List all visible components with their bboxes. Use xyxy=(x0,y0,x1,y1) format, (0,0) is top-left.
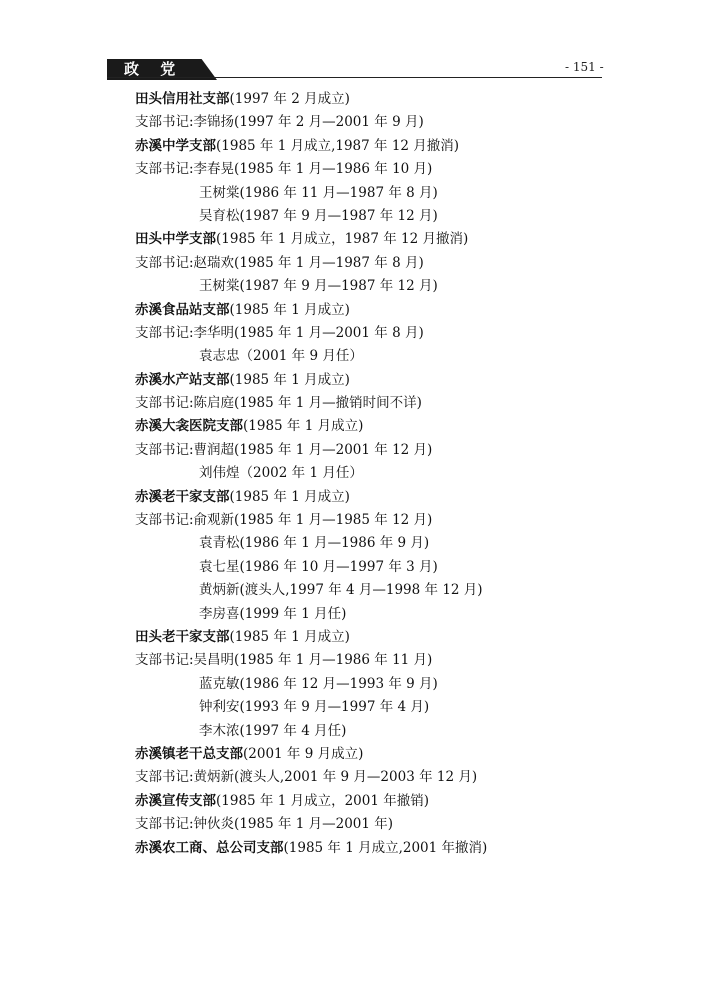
branch-note: (1985 年 1 月成立) xyxy=(229,371,350,388)
branch-note: (2001 年 9 月成立) xyxy=(243,745,364,762)
branch-note: (1997 年 2 月成立) xyxy=(229,91,350,107)
branch-name: 田头中学支部 xyxy=(135,231,216,248)
branch-name: 赤溪大衾医院支部 xyxy=(135,418,243,435)
secretary-line: 支部书记:李春晃(1985 年 1 月—1986 年 10 月) xyxy=(135,161,433,178)
branch-note: (1985 年 1 月成立) xyxy=(243,418,364,435)
branch-heading xyxy=(135,790,605,813)
secretary-line: 吴育松(1987 年 9 月—1987 年 12 月) xyxy=(199,207,438,224)
branch-note: (1985 年 1 月成立，2001 年撤销) xyxy=(216,792,430,809)
secretary-line: 支部书记:赵瑞欢(1985 年 1 月—1987 年 8 月) xyxy=(135,254,424,271)
branch-heading xyxy=(135,88,605,111)
branch-heading xyxy=(135,743,605,766)
secretary-line: 袁七星(1986 年 10 月—1997 年 3 月) xyxy=(199,558,438,575)
branch-name: 赤溪食品站支部 xyxy=(135,301,230,318)
secretary-line: 支部书记:曹润超(1985 年 1 月—2001 年 12 月) xyxy=(135,441,433,458)
secretary-line: 李房喜(1999 年 1 月任) xyxy=(199,605,347,622)
secretary-line: 王树棠(1986 年 11 月—1987 年 8 月) xyxy=(199,184,438,201)
branch-name: 田头老干家支部 xyxy=(135,628,230,645)
secretary-line: 袁志忠（2001 年 9 月任） xyxy=(199,348,363,365)
branch-note: (1985 年 1 月成立,1987 年 12 月撤消) xyxy=(216,137,460,154)
branch-heading xyxy=(135,415,605,438)
secretary-line: 钟利安(1993 年 9 月—1997 年 4 月) xyxy=(199,699,430,716)
page-number: - 151 - xyxy=(565,60,604,74)
branch-heading xyxy=(135,228,605,251)
secretary-line: 李木浓(1997 年 4 月任) xyxy=(199,722,347,739)
branch-heading xyxy=(135,369,605,392)
secretary-line: 王树棠(1987 年 9 月—1987 年 12 月) xyxy=(199,278,438,295)
branch-name: 赤溪宣传支部 xyxy=(135,792,216,809)
secretary-line: 袁青松(1986 年 1 月—1986 年 9 月) xyxy=(199,535,430,552)
branch-list xyxy=(135,88,605,860)
secretary-line: 支部书记:吴昌明(1985 年 1 月—1986 年 11 月) xyxy=(135,652,433,669)
branch-name: 赤溪水产站支部 xyxy=(135,371,230,388)
header-rule xyxy=(107,77,602,78)
secretary-line: 蓝克敏(1986 年 12 月—1993 年 9 月) xyxy=(199,675,438,692)
secretary-line: 支部书记:李华明(1985 年 1 月—2001 年 8 月) xyxy=(135,324,424,341)
branch-note: (1985 年 1 月成立) xyxy=(229,628,350,645)
branch-heading xyxy=(135,135,605,158)
secretary-line: 刘伟煌（2002 年 1 月任） xyxy=(199,465,363,482)
secretary-line: 支部书记:陈启庭(1985 年 1 月—撤销时间不详) xyxy=(135,395,422,412)
branch-heading xyxy=(135,486,605,509)
secretary-line: 支部书记:黄炳新(渡头人,2001 年 9 月—2003 年 12 月) xyxy=(135,769,478,786)
branch-name: 赤溪老干家支部 xyxy=(135,488,230,505)
branch-note: (1985 年 1 月成立,2001 年撤消) xyxy=(283,839,488,856)
section-title: 政 党 xyxy=(124,60,184,78)
branch-heading xyxy=(135,837,605,860)
branch-name: 赤溪镇老干总支部 xyxy=(135,745,243,762)
branch-name: 赤溪中学支部 xyxy=(135,137,216,154)
branch-heading xyxy=(135,626,605,649)
branch-note: (1985 年 1 月成立，1987 年 12 月撤消) xyxy=(216,231,469,248)
branch-name: 赤溪农工商、总公司支部 xyxy=(135,839,284,856)
branch-note: (1985 年 1 月成立) xyxy=(229,488,350,505)
branch-note: (1985 年 1 月成立) xyxy=(229,301,350,318)
secretary-line: 支部书记:钟伙炎(1985 年 1 月—2001 年) xyxy=(135,816,394,833)
secretary-line: 支部书记:俞观新(1985 年 1 月—1985 年 12 月) xyxy=(135,512,433,529)
secretary-line: 支部书记:李锦扬(1997 年 2 月—2001 年 9 月) xyxy=(135,114,424,131)
branch-heading xyxy=(135,299,605,322)
secretary-line: 黄炳新(渡头人,1997 年 4 月—1998 年 12 月) xyxy=(199,582,483,599)
branch-name: 田头信用社支部 xyxy=(135,91,230,107)
